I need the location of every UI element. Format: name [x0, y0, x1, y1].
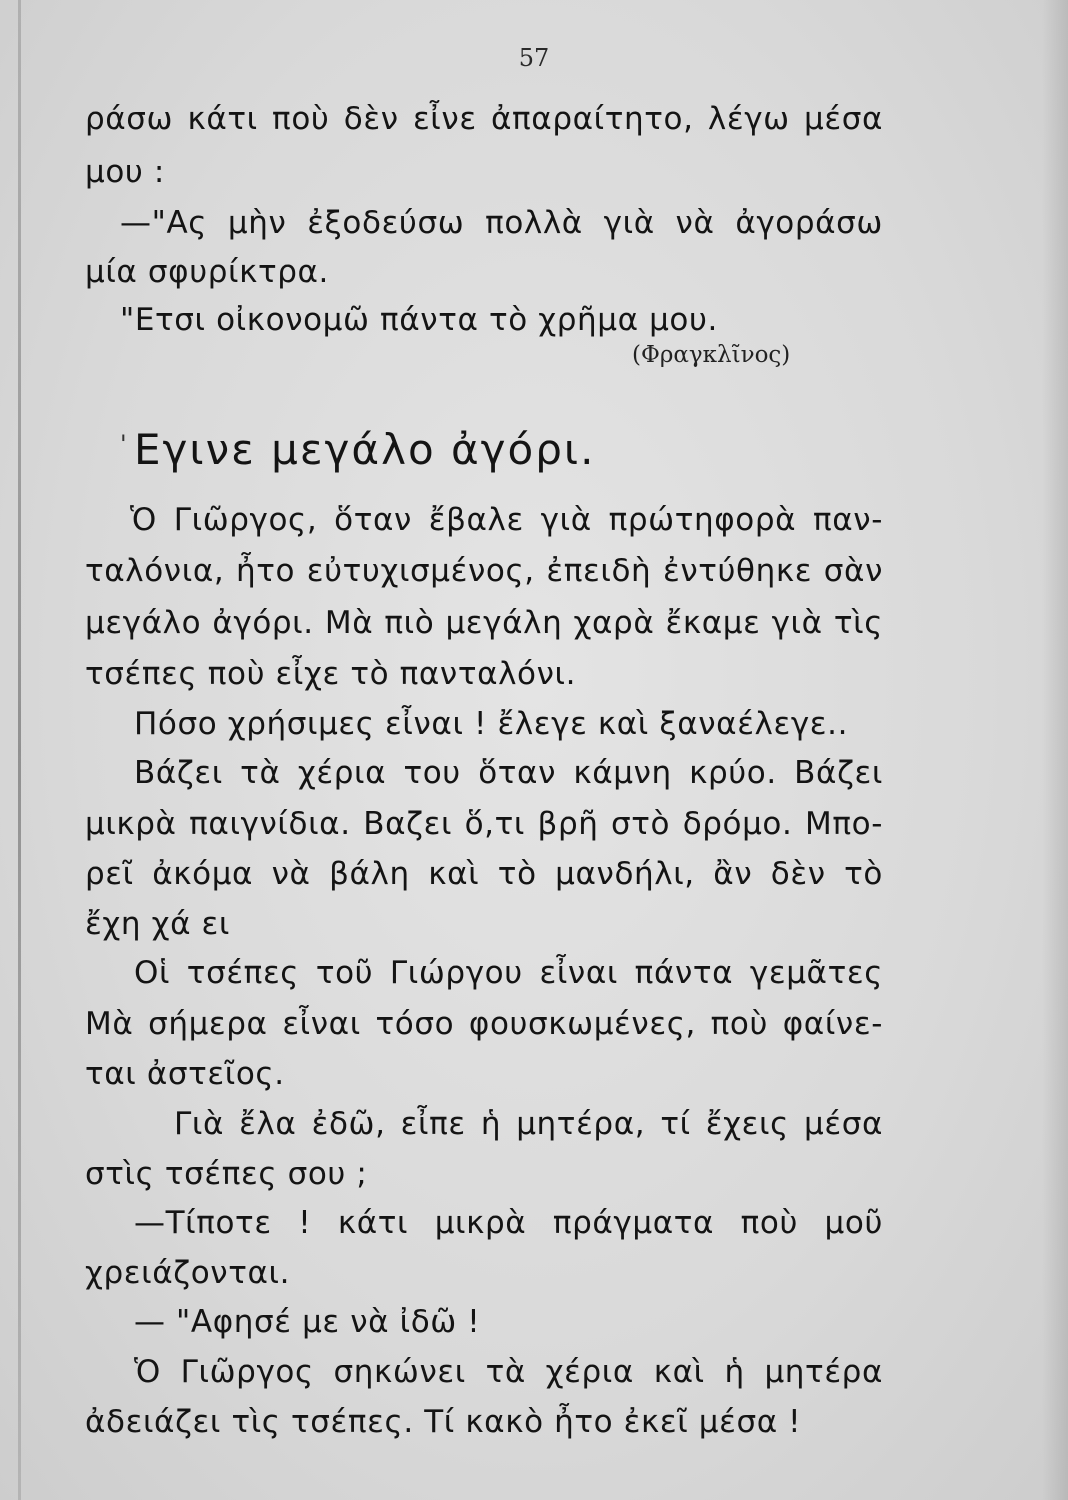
page-number: 57: [518, 44, 550, 72]
text-line: μου :: [85, 154, 165, 190]
section-heading: Εγινε μεγάλο ἀγόρι.: [134, 425, 596, 474]
story-line: — "Αφησέ με νὰ ἰδῶ !: [134, 1304, 481, 1340]
story-line: ρεῖ ἀκόμα νὰ βάλη καὶ τὸ μανδήλι, ἂν δὲν τὸ: [85, 856, 883, 892]
story-line: —Τίποτε ! κάτι μικρὰ πράγματα ποὺ μοῦ: [134, 1205, 883, 1241]
page-right-shadow: [1042, 0, 1068, 1500]
attribution: (Φραγκλῖνος): [632, 342, 791, 368]
text-line: μία σφυρίκτρα.: [85, 254, 330, 290]
story-line: Ὁ Γιῶργος, ὅταν ἔβαλε γιὰ πρώτηφορὰ παν-: [130, 502, 883, 538]
story-line: ταλόνια, ἦτο εὐτυχισμένος, ἐπειδὴ ἐντύθηκε σὰν: [85, 553, 883, 589]
story-line: Πόσο χρήσιμες εἶναι ! ἔλεγε καὶ ξαναέλεγε..: [134, 706, 849, 742]
story-line: Ὁ Γιῶργος σηκώνει τὰ χέρια καὶ ἡ μητέρα: [134, 1354, 883, 1390]
page-left-edge: [18, 0, 21, 1500]
story-line: μικρὰ παιγνίδια. Βαζει ὅ,τι βρῆ στὸ δρόμο. Μπο-: [85, 806, 883, 842]
heading-accent-mark: ': [120, 430, 127, 458]
text-line: "Ετσι οἰκονομῶ πάντα τὸ χρῆμα μου.: [120, 302, 718, 338]
story-line: Γιὰ ἔλα ἐδῶ, εἶπε ἡ μητέρα, τί ἔχεις μέσα: [174, 1106, 883, 1142]
text-line: ράσω κάτι ποὺ δὲν εἶνε ἀπαραίτητο, λέγω μέσα: [85, 101, 883, 137]
story-line: μεγάλο ἀγόρι. Μὰ πιὸ μεγάλη χαρὰ ἔκαμε γιὰ τὶς: [85, 605, 883, 641]
story-line: ἀδειάζει τὶς τσέπες. Τί κακὸ ἦτο ἐκεῖ μέσα !: [85, 1404, 802, 1440]
story-line: χρειάζονται.: [85, 1255, 291, 1291]
story-line: Μὰ σήμερα εἶναι τόσο φουσκωμένες, ποὺ φαίνε-: [85, 1006, 883, 1042]
story-line: στὶς τσέπες σου ;: [85, 1156, 368, 1192]
story-line: Οἱ τσέπες τοῦ Γιώργου εἶναι πάντα γεμᾶτες: [134, 955, 883, 991]
story-line: Βάζει τὰ χέρια του ὅταν κάμνη κρύο. Βάζει: [134, 755, 883, 791]
story-line: ἔχη χά ει: [85, 906, 231, 942]
text-line: —"Ας μὴν ἐξοδεύσω πολλὰ γιὰ νὰ ἀγοράσω: [120, 205, 883, 241]
story-line: τσέπες ποὺ εἶχε τὸ πανταλόνι.: [85, 656, 577, 692]
story-line: ται ἀστεῖος.: [85, 1056, 285, 1092]
